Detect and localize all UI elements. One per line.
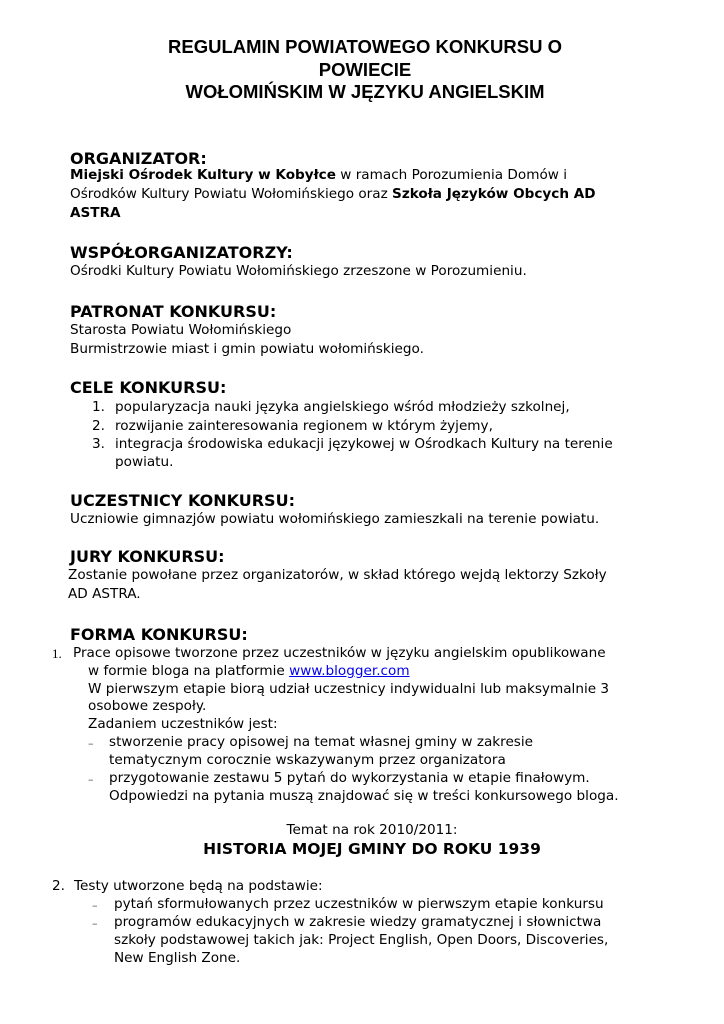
organizator-heading: ORGANIZATOR:	[70, 149, 207, 168]
organizator-bold-2: Szkoła Języków Obcych AD	[392, 186, 596, 202]
forma-sub-1: pytań sformułowanych przez uczestników w pierwszym etapie konkursu	[114, 896, 604, 912]
cele-item-3-text: integracja środowiska edukacji językowej w Ośrodkach Kultury na terenie	[115, 436, 613, 452]
forma-dash-1-line-2: tematycznym corocznie wskazywanym przez organizatora	[109, 752, 506, 768]
temat-title: HISTORIA MOJEJ GMINY DO ROKU 1939	[203, 840, 541, 858]
forma-dash-1-line-1: stworzenie pracy opisowej na temat własnej gminy w zakresie	[109, 734, 534, 750]
jury-line-1: Zostanie powołane przez organizatorów, w skład którego wejdą lektorzy Szkoły	[68, 567, 607, 583]
organizator-bold-3: ASTRA	[70, 205, 121, 221]
wspolorganizatorzy-text: Ośrodki Kultury Powiatu Wołomińskiego zrzeszone w Porozumieniu.	[70, 263, 527, 279]
cele-item-2-number: 2.	[92, 418, 105, 434]
forma-sub-2-line-1: programów edukacyjnych w zakresie wiedzy gramatycznej i słownictwa	[114, 914, 602, 930]
forma-heading: FORMA KONKURSU:	[70, 625, 248, 644]
patronat-line-2: Burmistrzowie miast i gmin powiatu wołomińskiego.	[70, 341, 424, 357]
forma-sub-2-line-3: New English Zone.	[114, 950, 241, 966]
title-line-2: POWIECIE	[318, 58, 412, 80]
cele-item-1-number: 1.	[92, 399, 105, 415]
forma-dash-2-line-2: Odpowiedzi na pytania muszą znajdować się w treści konkursowego bloga.	[109, 788, 619, 804]
forma-dash-2-bullet: –	[88, 773, 94, 786]
title-line-3: WOŁOMIŃSKIM W JĘZYKU ANGIELSKIM	[185, 81, 545, 102]
jury-line-2: AD ASTRA.	[68, 586, 141, 602]
wspolorganizatorzy-heading: WSPÓŁORGANIZATORZY:	[70, 243, 293, 262]
organizator-text-2: Ośrodków Kultury Powiatu Wołomińskiego oraz	[70, 186, 393, 202]
forma-item-1-line-2-text: w formie bloga na platformie	[88, 663, 290, 679]
forma-dash-1-bullet: –	[88, 737, 94, 750]
cele-heading: CELE KONKURSU:	[70, 378, 227, 397]
temat-label: Temat na rok 2010/2011:	[286, 822, 458, 838]
forma-item-2-text: Testy utworzone będą na podstawie:	[74, 878, 323, 894]
forma-para-3: Zadaniem uczestników jest:	[88, 716, 278, 732]
forma-item-1-line-1: Prace opisowe tworzone przez uczestników w języku angielskim opublikowane	[73, 645, 606, 661]
patronat-line-1: Starosta Powiatu Wołomińskiego	[70, 322, 292, 338]
forma-item-2-number: 2.	[52, 878, 65, 894]
document-title	[110, 36, 620, 104]
patronat-heading: PATRONAT KONKURSU:	[70, 302, 277, 321]
title-line-1: REGULAMIN POWIATOWEGO KONKURSU O	[168, 36, 562, 57]
organizator-line-3	[70, 204, 121, 223]
forma-para-2: osobowe zespoły.	[88, 698, 207, 714]
forma-dash-2-line-1: przygotowanie zestawu 5 pytań do wykorzystania w etapie finałowym.	[109, 770, 590, 786]
organizator-line-1	[70, 166, 567, 185]
organizator-text-1: w ramach Porozumienia Domów i	[335, 167, 567, 183]
uczestnicy-heading: UCZESTNICY KONKURSU:	[70, 491, 295, 510]
forma-para-1: W pierwszym etapie biorą udział uczestnicy indywidualni lub maksymalnie 3	[88, 681, 610, 697]
blogger-link[interactable]: www.blogger.com	[289, 663, 410, 679]
uczestnicy-text: Uczniowie gimnazjów powiatu wołomińskiego zamieszkali na terenie powiatu.	[70, 511, 600, 527]
cele-item-3-continuation: powiatu.	[115, 454, 174, 470]
forma-sub-1-bullet: –	[92, 899, 98, 912]
organizator-bold-1: Miejski Ośrodek Kultury w Kobyłce	[70, 167, 336, 183]
forma-item-1-line-2	[88, 662, 410, 681]
forma-item-1-number: 1.	[52, 646, 62, 661]
organizator-line-2	[70, 185, 596, 204]
cele-item-1-text: popularyzacja nauki języka angielskiego wśród młodzieży szkolnej,	[115, 399, 570, 415]
forma-sub-2-line-2: szkoły podstawowej takich jak: Project English, Open Doors, Discoveries,	[114, 932, 609, 948]
cele-item-3-number: 3.	[92, 436, 105, 452]
jury-heading: JURY KONKURSU:	[70, 547, 225, 566]
forma-sub-2-bullet: –	[92, 917, 98, 930]
cele-item-2-text: rozwijanie zainteresowania regionem w którym żyjemy,	[115, 418, 493, 434]
